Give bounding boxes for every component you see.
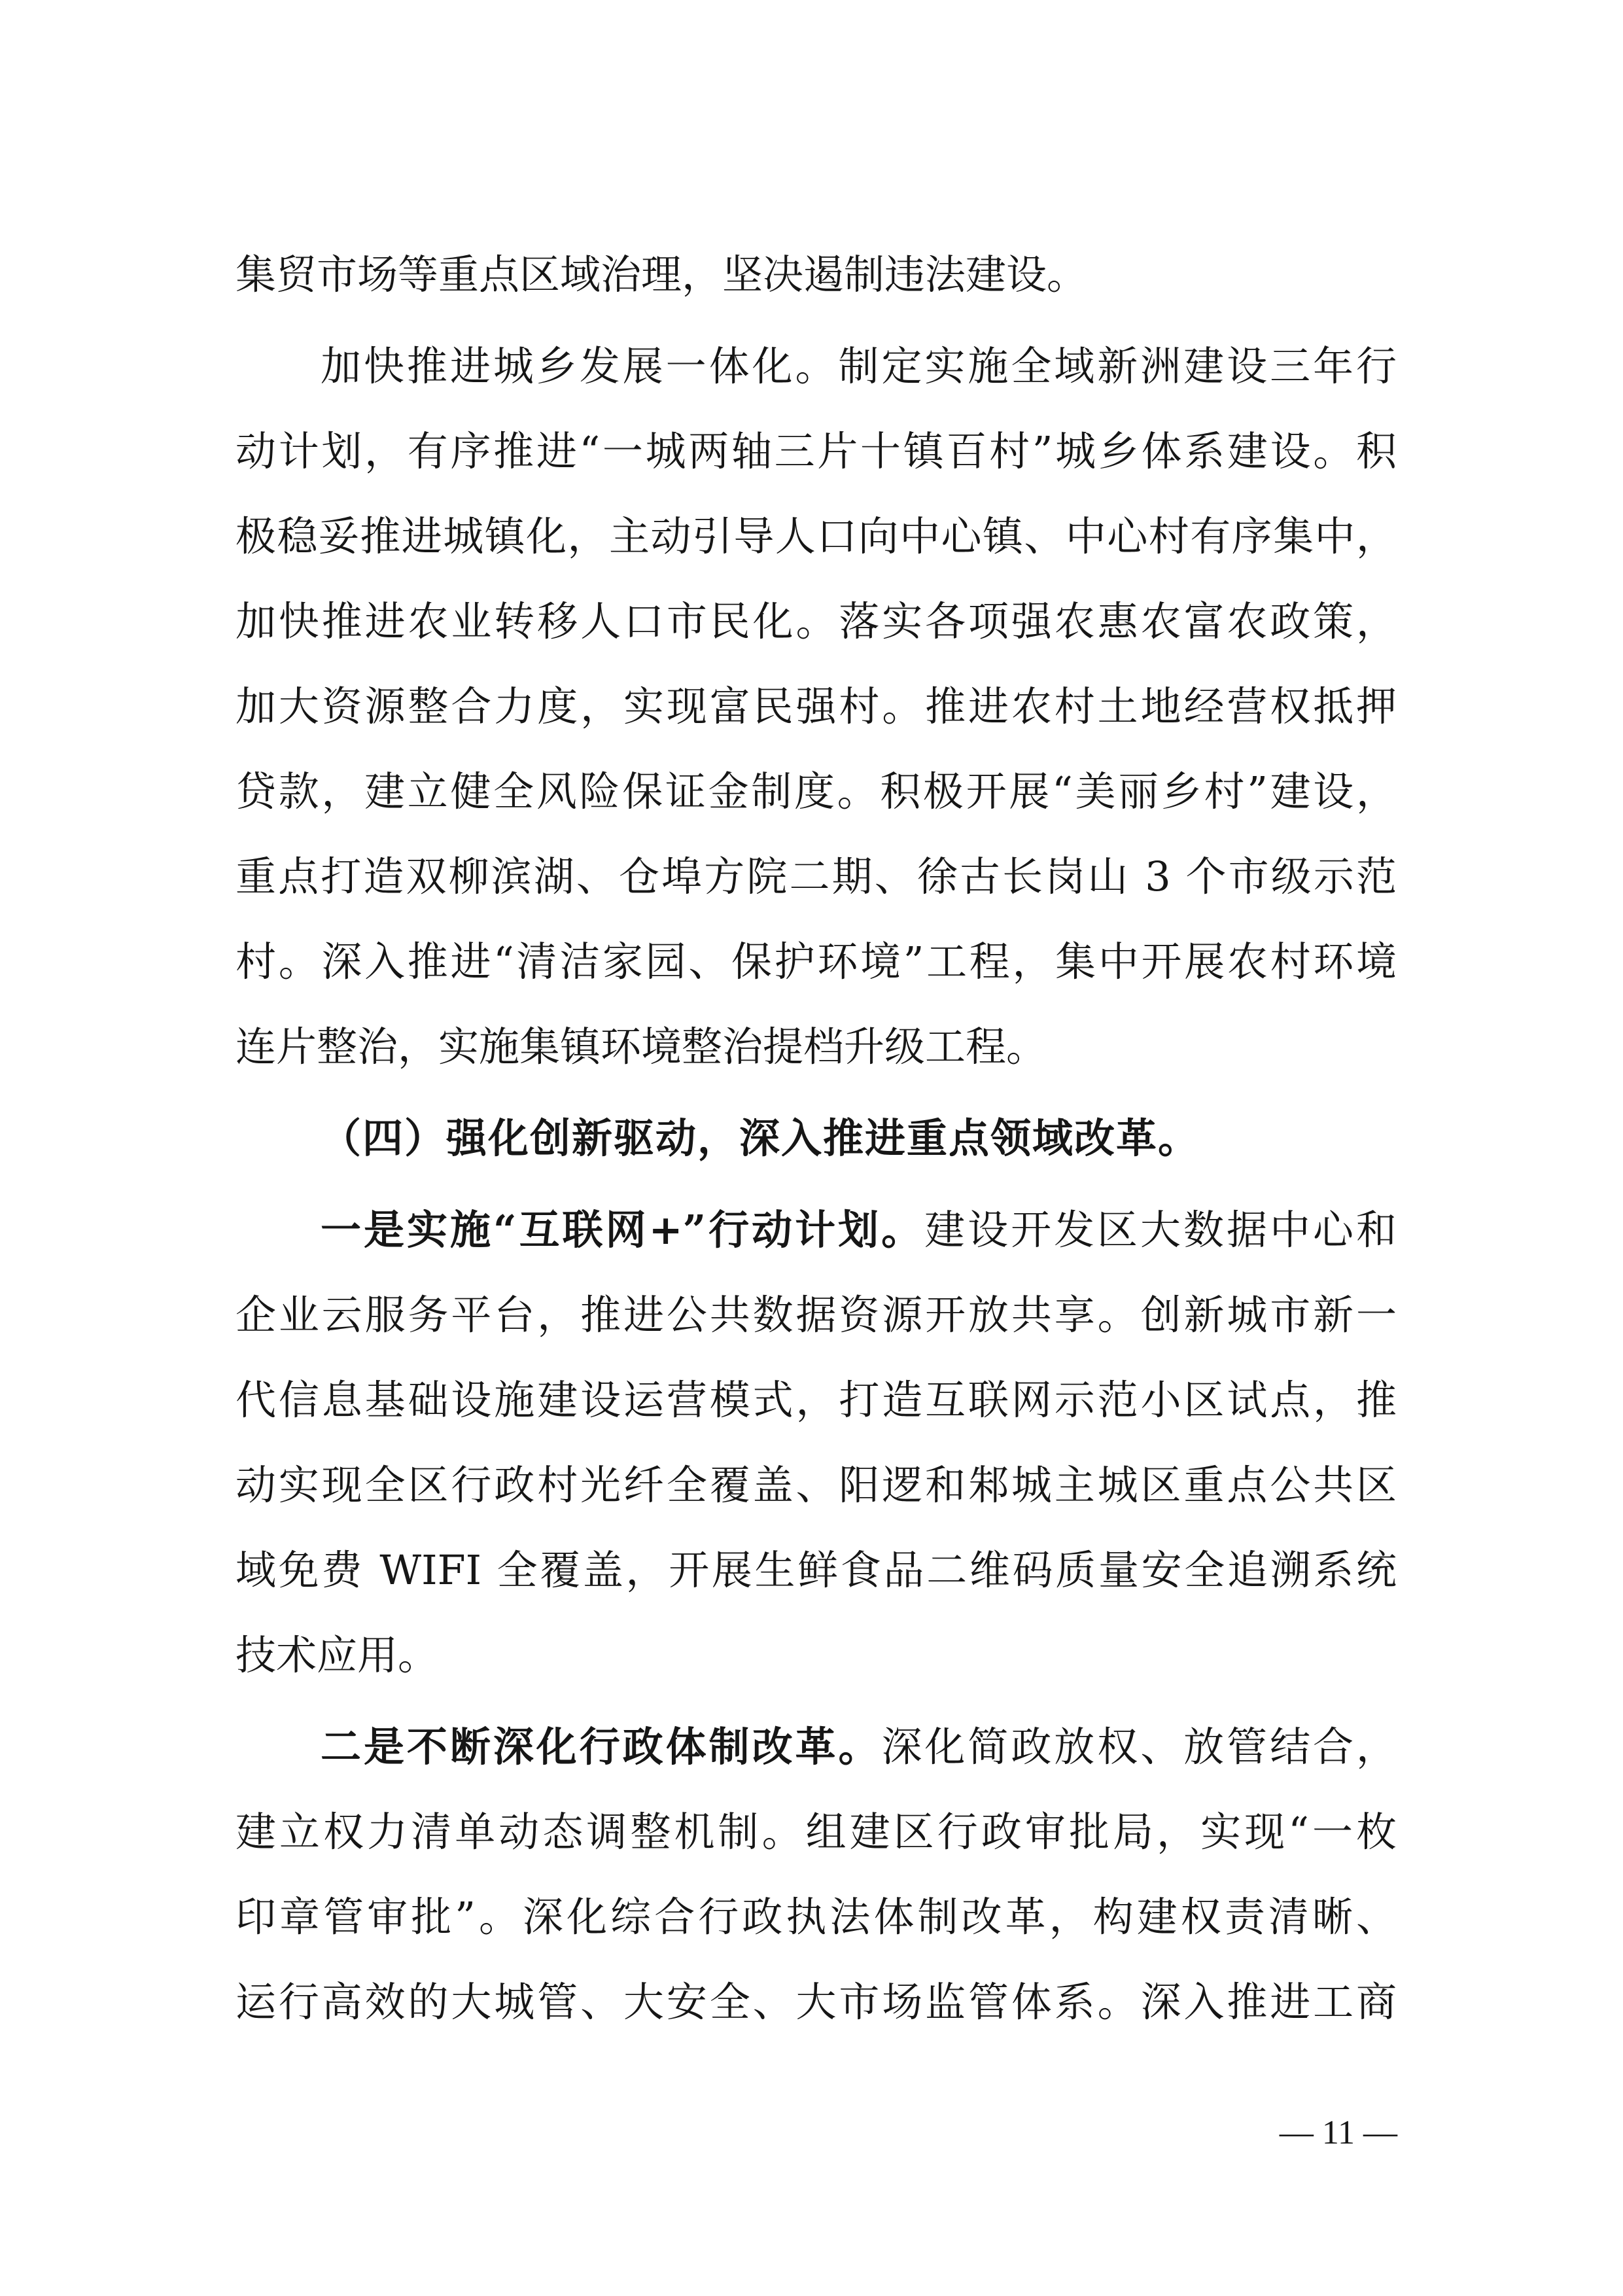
paragraph-text: 建设开发区大数据中心和 (924, 1206, 1397, 1254)
paragraph-first-line (321, 1708, 1397, 1786)
paragraph-text: 深化简政放权、放管结合， (881, 1723, 1397, 1771)
text-line: 村。深入推进“清洁家园、保护环境”工程，集中开展农村环境 (236, 938, 1397, 985)
text-line: 运行高效的大城管、大安全、大市场监管体系。深入推进工商 (236, 1978, 1397, 2026)
text-line: 极稳妥推进城镇化，主动引导人口向中心镇、中心村有序集中， (236, 512, 1397, 560)
text-line: 加快推进农业转移人口市民化。落实各项强农惠农富农政策， (236, 597, 1397, 645)
text-line: 企业云服务平台，推进公共数据资源开放共享。创新城市新一 (236, 1291, 1397, 1339)
text-line: 动计划，有序推进“一城两轴三片十镇百村”城乡体系建设。积 (236, 427, 1397, 475)
text-line: 域免费 WIFI 全覆盖，开展生鲜食品二维码质量安全追溯系统 (236, 1546, 1397, 1594)
paragraph-lead: 二是不断深化行政体制改革。 (321, 1723, 882, 1771)
paragraph-lead: 一是实施“互联网+”行动计划。 (321, 1206, 925, 1254)
paragraph-first-line (321, 1191, 1397, 1269)
paragraph-first-line: 加快推进城乡发展一体化。制定实施全域新洲建设三年行 (321, 342, 1397, 390)
section-heading: （四）强化创新驱动，深入推进重点领域改革。 (321, 1114, 1200, 1162)
text-line: 代信息基础设施建设运营模式，打造互联网示范小区试点，推 (236, 1376, 1397, 1424)
page-number: — 11 — (1279, 2114, 1397, 2151)
text-line: 技术应用。 (236, 1631, 439, 1679)
text-line: 动实现全区行政村光纤全覆盖、阳逻和邾城主城区重点公共区 (236, 1461, 1397, 1509)
text-line: 建立权力清单动态调整机制。组建区行政审批局，实现“一枚 (236, 1808, 1397, 1856)
text-line: 加大资源整合力度，实现富民强村。推进农村土地经营权抵押 (236, 682, 1397, 730)
text-line: 印章管审批”。深化综合行政执法体制改革，构建权责清晰、 (236, 1893, 1397, 1941)
text-line: 集贸市场等重点区域治理，坚决遏制违法建设。 (236, 251, 1088, 298)
text-line: 重点打造双柳滨湖、仓埠方院二期、徐古长岗山 3 个市级示范 (236, 853, 1397, 900)
text-line: 贷款，建立健全风险保证金制度。积极开展“美丽乡村”建设， (236, 768, 1397, 815)
text-line: 连片整治，实施集镇环境整治提档升级工程。 (236, 1023, 1047, 1070)
